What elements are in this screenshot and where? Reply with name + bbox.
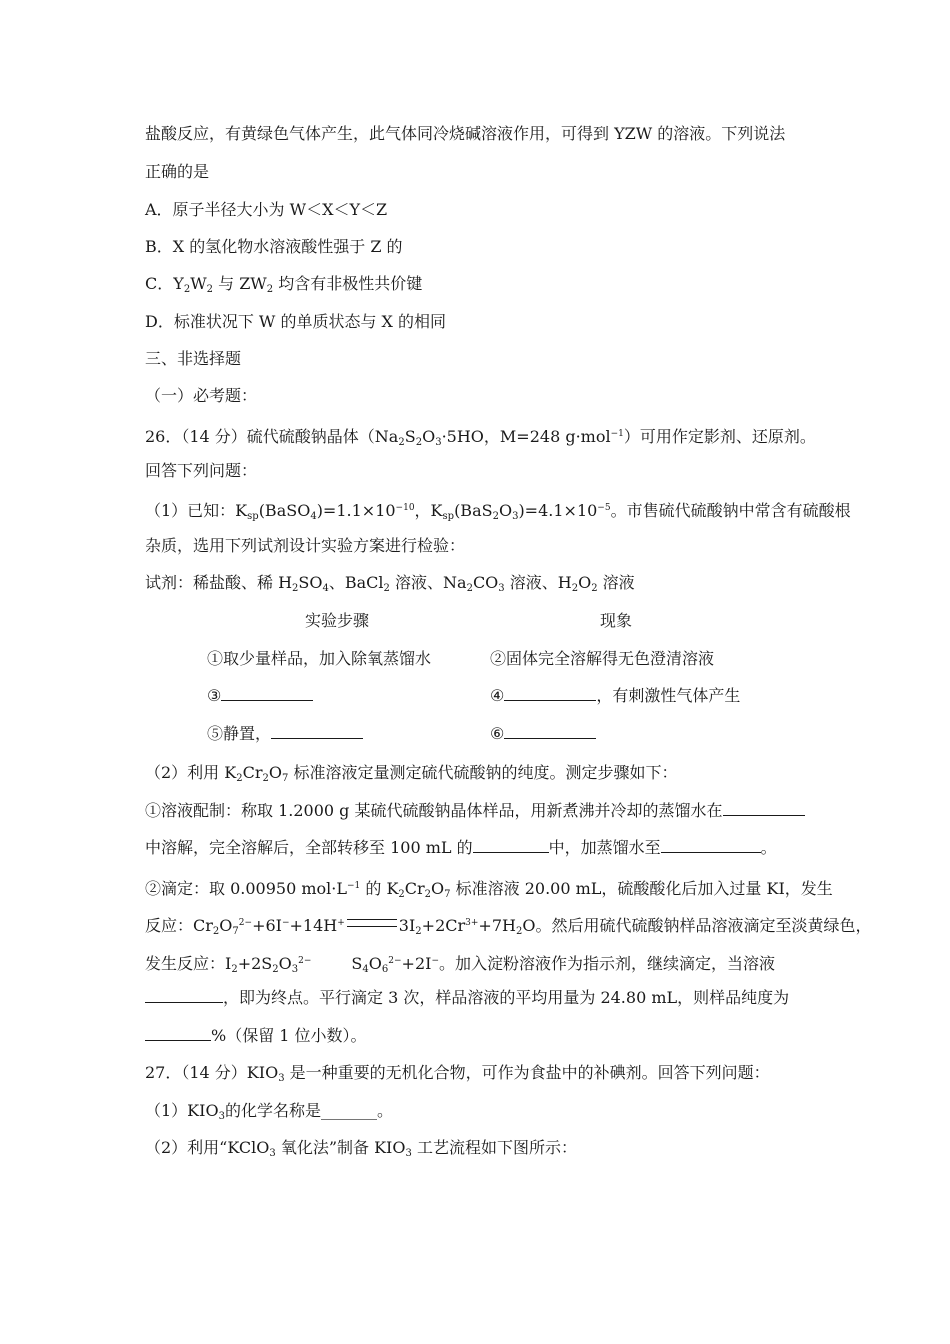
reaction-line-2: 发生反应：$I_2+2S_2O_3^{2-}$ $S_4O_6^{2-}+2I^-$。加入淀粉溶液作为指示剂，继续滴定，当溶液 [145, 954, 775, 975]
q27-part1: $(1)KIO_3$的化学名称是_______。 [145, 1101, 393, 1122]
answer-blank [723, 801, 805, 816]
table-header-steps: 实验步骤 [305, 611, 370, 630]
table-cell: ④ ，有刺激性气体产生 [490, 686, 741, 705]
section-heading: 三、非选择题 [145, 349, 242, 368]
option-c: C．$Y_2W_2$ 与 $ZW_2$ 均含有非极性共价键 [145, 274, 423, 295]
text-line: 杂质，选用下列试剂设计实验方案进行检验： [145, 536, 466, 555]
text-line: 回答下列问题： [145, 461, 258, 480]
subsection-heading: （一）必考题： [145, 386, 258, 405]
answer-blank [504, 686, 596, 701]
option-b: B．X 的氢化物水溶液酸性强于 Z 的 [145, 237, 403, 256]
table-cell: ②固体完全溶解得无色澄清溶液 [490, 649, 715, 668]
titration-line: ②滴定：取 0.00950 $mol\cdot L^{-1}$ 的 $K_2Cr_2O_7$ 标准溶液 20.00 mL，硫酸酸化后加入过量 KI，发生 [145, 879, 833, 900]
reagents-line: 试剂：稀盐酸、稀 $H_2SO_4$、BaCl$_2$ 溶液、$Na_2CO_3$ 溶液、$H_2O_2$ 溶液 [145, 573, 635, 594]
q26-head: 26．（14 分）硫代硫酸钠晶体（$Na_2S_2O_3\cdot 5HO$，M=248 g·mol$^{-1}$）可用作定影剂、还原剂。 [145, 427, 816, 448]
table-cell: ①取少量样品，加入除氧蒸馏水 [207, 649, 432, 668]
answer-blank [145, 988, 223, 1003]
q27-part2: （2）利用“KClO$_3$ 氧化法”制备 $KIO_3$ 工艺流程如下图所示： [145, 1138, 577, 1159]
answer-blank [271, 724, 363, 739]
answer-blank [145, 1026, 211, 1041]
text-line: 盐酸反应，有黄绿色气体产生，此气体同冷烧碱溶液作用，可得到 YZW 的溶液。下列说法 [145, 124, 786, 143]
prep-line: ①溶液配制：称取 1.2000 g 某硫代硫酸钠晶体样品，用新煮沸并冷却的蒸馏水在 [145, 801, 805, 821]
option-d: D．标准状况下 W 的单质状态与 X 的相同 [145, 312, 447, 331]
q26-part1: （1）已知：$K_{sp}(BaSO_4)=1.1\times 10^{-10}$，$K_{sp}(BaS_2O_3)=4.1\times 10^{-5}$。市售硫代硫酸钠中常含有硫酸根 [145, 501, 851, 522]
prep-line-2: 中溶解，完全溶解后，全部转移至 100 mL 的 中，加蒸馏水至 。 [145, 838, 777, 857]
purity-line: %（保留 1 位小数）。 [145, 1026, 367, 1046]
endpoint-line: ，即为终点。平行滴定 3 次，样品溶液的平均用量为 24.80 mL，则样品纯度为 [145, 988, 789, 1008]
table-cell: ⑥ [490, 724, 596, 744]
reaction-line-1: 反应：$Cr_2O_7^{2-}+6I^-+14H^+$ $3I_2+2Cr^{3+}+7H_2O$。然后用硫代硫酸钠样品溶液滴定至淡黄绿色， [145, 916, 872, 937]
answer-blank [221, 686, 313, 701]
table-header-phenomena: 现象 [600, 611, 633, 630]
table-cell: ⑤静置， [207, 724, 363, 744]
equilibrium-sign [347, 919, 397, 927]
answer-blank [504, 724, 596, 739]
table-cell: ③ [207, 686, 313, 706]
option-a: A．原子半径大小为 W＜X＜Y＜Z [145, 200, 388, 219]
answer-blank [473, 838, 549, 853]
text-line: 正确的是 [145, 162, 210, 181]
q27-head: 27．（14 分）$KIO_3$ 是一种重要的无机化合物，可作为食盐中的补碘剂。回答下列问题： [145, 1063, 770, 1084]
answer-blank [661, 838, 761, 853]
q26-part2: （2）利用 $K_2Cr_2O_7$ 标准溶液定量测定硫代硫酸钠的纯度。测定步骤如下： [145, 763, 678, 784]
